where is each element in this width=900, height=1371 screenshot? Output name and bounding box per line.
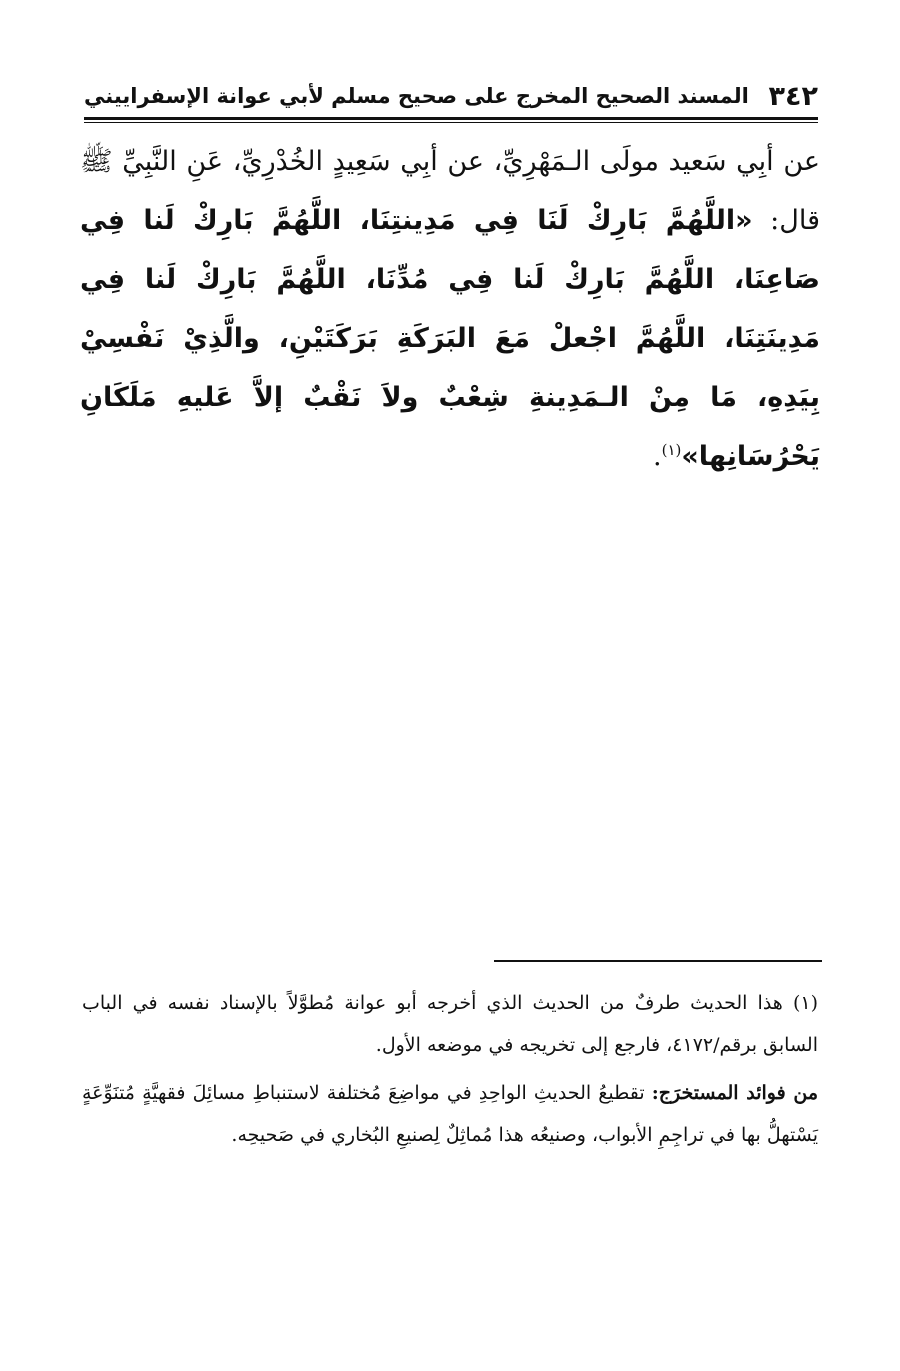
footnote-reference: (١) — [661, 441, 682, 459]
page-number: ٣٤٢ — [768, 80, 818, 112]
isnad-text: عن أبِي سَعيد مولَى الـمَهْرِيِّ، عن أبِي سَعِيدٍ الخُدْرِيِّ، عَنِ النَّبِيِّ ﷺ قال: — [80, 146, 820, 236]
header-rule-thick — [84, 117, 818, 120]
end-mark: . — [652, 441, 662, 472]
benefits-note — [82, 1072, 818, 1156]
benefits-label: من فوائد المستخرَج: — [651, 1082, 819, 1104]
footnote-separator — [494, 960, 822, 962]
book-title: المسند الصحيح المخرج على صحيح مسلم لأبي عوانة الإسفراييني — [84, 84, 749, 108]
hadith-body — [80, 132, 820, 486]
footnotes — [82, 982, 818, 1162]
hadith-matn: «اللَّهُمَّ بَارِكْ لَنَا فِي مَدِينتِنَا، اللَّهُمَّ بَارِكْ لَنا فِي صَاعِنَا، اللَّهُمَّ بَارِكْ لَنا فِي مُدِّنَا، اللَّهُمَّ بَارِكْ لَنا فِي مَدِينَتِنَا، اللَّهُمَّ اجْعلْ مَعَ البَرَكَةِ بَرَكَتَيْنِ، والَّذِيْ نَفْسِيْ بِيَدِهِ، مَا مِنْ الـمَدِينةِ شِعْبٌ ولاَ نَقْبٌ إلاَّ عَليهِ مَلَكَانِ يَحْرُسَانِها» — [80, 205, 820, 472]
header-rule-thin — [84, 122, 818, 123]
footnote-1: (١) هذا الحديث طرفٌ من الحديث الذي أخرجه أبو عوانة مُطوَّلاً بالإسناد نفسه في الباب السابق برقم/٤١٧٢، فارجع إلى تخريجه في موضعه الأول. — [82, 992, 818, 1056]
benefits-text: تقطيعُ الحديثِ الواحِدِ في مواضِعَ مُختلفة لاستنباطِ مسائِلَ فقهيَّةٍ مُتنَوِّعَةٍ يَسْتهلُّ بها في تراجِمِ الأبواب، وصنيعُه هذا مُماثِلٌ لِصنيعِ البُخاري في صَحيحِه. — [82, 1082, 818, 1146]
running-header — [84, 76, 818, 116]
